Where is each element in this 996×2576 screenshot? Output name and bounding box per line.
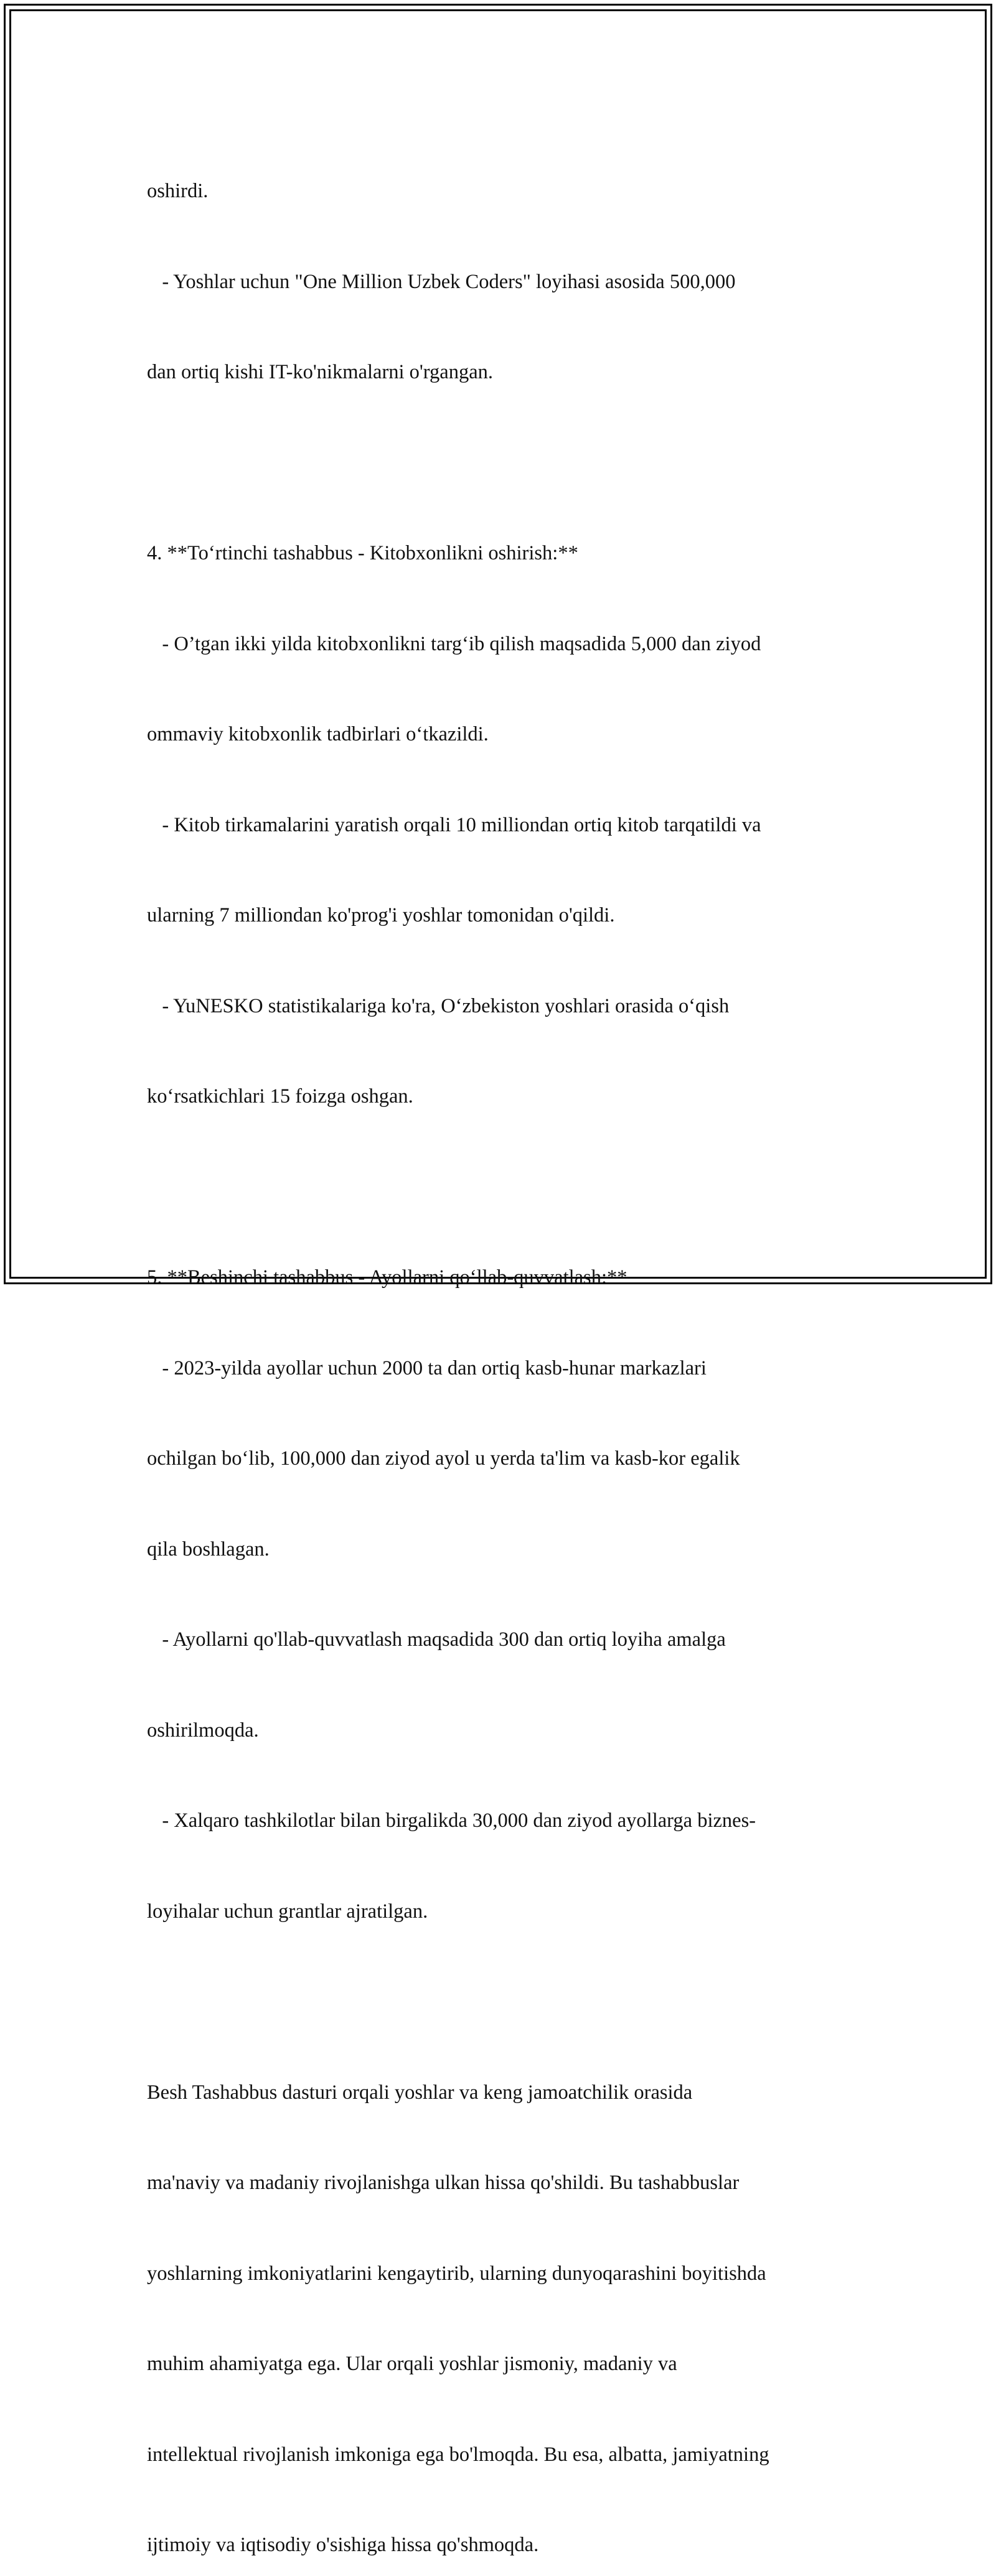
text-line: ommaviy kitobxonlik tadbirlari o‘tkazildi. [147,723,489,745]
bullet-line: - Ayollarni qo'llab-quvvatlash maqsadida 300 dan ortiq loyiha amalga [147,1628,726,1651]
text-line: dan ortiq kishi IT-ko'nikmalarni o'rgangan. [147,361,493,383]
bullet-line: - 2023-yilda ayollar uchun 2000 ta dan ortiq kasb-hunar markazlari [147,1356,707,1379]
bullet-line: - Yoshlar uchun "One Million Uzbek Coders" loyihasi asosida 500,000 [147,270,736,293]
text-line: ochilgan bo‘lib, 100,000 dan ziyod ayol u yerda ta'lim va kasb-kor egalik [147,1447,740,1470]
paragraph-gap [147,448,863,478]
conclusion-line: ijtimoiy va iqtisodiy o'sishiga hissa qo'shmoqda. [147,2534,539,2556]
text-line: loyihalar uchun grantlar ajratilgan. [147,1900,428,1923]
conclusion-line: ma'naviy va madaniy rivojlanishga ulkan hissa qo'shildi. Bu tashabbuslar [147,2172,740,2194]
document-body [147,116,863,2576]
text-line: ko‘rsatkichlari 15 foizga oshgan. [147,1085,413,1108]
section-heading-5: 5. **Beshinchi tashabbus - Ayollarni qo‘llab-quvvatlash:** [147,1266,627,1289]
conclusion-line: muhim ahamiyatga ega. Ular orqali yoshlar jismoniy, madaniy va [147,2353,677,2375]
text-line: oshirdi. [147,180,209,202]
conclusion-line: Besh Tashabbus dasturi orqali yoshlar va keng jamoatchilik orasida [147,2081,693,2104]
conclusion-line: yoshlarning imkoniyatlarini kengaytirib, ularning dunyoqarashini boyitishda [147,2262,766,2285]
bullet-line: - Kitob tirkamalarini yaratish orqali 10 milliondan ortiq kitob tarqatildi va [147,813,761,836]
bullet-line: - YuNESKO statistikalariga ko'ra, O‘zbekiston yoshlari orasida o‘qish [147,994,730,1017]
text-line: qila boshlagan. [147,1538,270,1561]
bullet-line: - Xalqaro tashkilotlar bilan birgalikda 30,000 dan ziyod ayollarga biznes- [147,1809,756,1832]
text-line: oshirilmoqda. [147,1719,259,1742]
paragraph-gap [147,1987,863,2017]
bullet-line: - O’tgan ikki yilda kitobxonlikni targ‘ib qilish maqsadida 5,000 dan ziyod [147,632,761,655]
conclusion-line: intellektual rivojlanish imkoniga ega bo'lmoqda. Bu esa, albatta, jamiyatning [147,2443,769,2466]
paragraph-gap [147,1172,863,1203]
text-line: ularning 7 milliondan ko'prog'i yoshlar tomonidan o'qildi. [147,904,615,926]
section-heading-4: 4. **To‘rtinchi tashabbus - Kitobxonlikni oshirish:** [147,542,578,564]
